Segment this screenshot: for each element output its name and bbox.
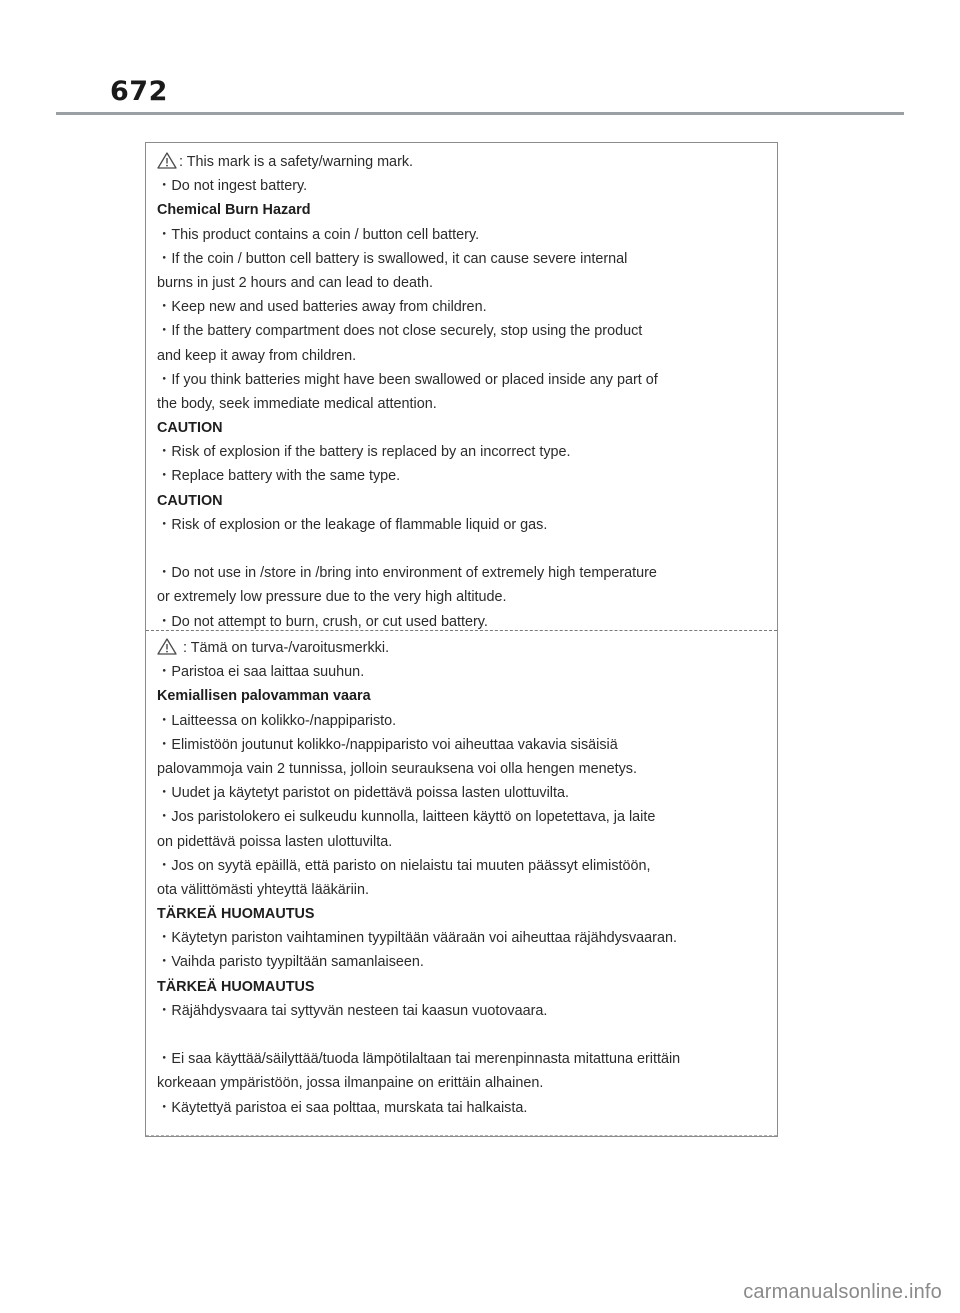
notice-line-text: ・Käytetyn pariston vaihtaminen tyypiltään vääraän voi aiheuttaa räjähdysvaaran.: [157, 930, 677, 947]
notice-line-text: ・Elimistöön joutunut kolikko-/nappiparisto voi aiheuttaa vakavia sisäisiä: [157, 736, 618, 753]
notice-line: [157, 247, 771, 271]
notice-line-text: ・If the battery compartment does not close securely, stop using the product: [157, 323, 643, 340]
notice-line-text: ・Do not ingest battery.: [157, 178, 308, 195]
notice-line-text: TÄRKEÄ HUOMAUTUS: [157, 978, 315, 995]
notice-line: [157, 999, 771, 1023]
notice-line: [157, 223, 771, 247]
notice-line: [157, 464, 771, 488]
notice-line: [157, 513, 771, 537]
notice-line: [157, 733, 771, 757]
notice-line-text: ・If the coin / button cell battery is swallowed, it can cause severe internal: [157, 250, 628, 267]
notice-heading: [157, 902, 771, 926]
notice-line: [157, 926, 771, 950]
notice-line-text: ・Ei saa käyttää/säilyttää/tuoda lämpötilaltaan tai merenpinnasta mitattuna erittäin: [157, 1051, 681, 1068]
notice-line: [157, 1047, 771, 1071]
notice-line: [157, 344, 771, 368]
notice-line: [157, 585, 771, 609]
notice-line: [157, 854, 771, 878]
notice-line: [157, 319, 771, 343]
notice-line-text: ・If you think batteries might have been swallowed or placed inside any part of: [157, 371, 658, 388]
notice-heading: [157, 684, 771, 708]
notice-line-text: on pidettävä poissa lasten ulottuvilta.: [157, 833, 393, 850]
notice-line: [157, 830, 771, 854]
notice-line-text: or extremely low pressure due to the very high altitude.: [157, 589, 507, 606]
notice-line-text: ・Paristoa ei saa laittaa suuhun.: [157, 664, 365, 681]
header-divider: [56, 112, 904, 115]
notice-line: [157, 660, 771, 684]
notice-line-text: ・Laitteessa on kolikko-/nappiparisto.: [157, 712, 397, 729]
notice-line: [157, 440, 771, 464]
site-watermark: carmanualsonline.info: [743, 1281, 942, 1303]
notice-heading: [157, 489, 771, 513]
notice-line-text: burns in just 2 hours and can lead to death.: [157, 274, 434, 291]
notice-line-text: TÄRKEÄ HUOMAUTUS: [157, 906, 315, 923]
notice-line-text: Kemiallisen palovamman vaara: [157, 688, 371, 705]
notice-line-text: ・Käytettyä paristoa ei saa polttaa, murskata tai halkaista.: [157, 1099, 528, 1116]
finnish-notice-section: [146, 630, 777, 1137]
notice-line-text: ・Replace battery with the same type.: [157, 468, 401, 485]
notice-line-text: CAUTION: [157, 420, 223, 437]
blank-line: [157, 537, 771, 561]
notice-bottom-rule: [146, 1135, 777, 1136]
english-notice-lines: [157, 150, 771, 634]
notice-line: [157, 150, 771, 174]
notice-line: [157, 950, 771, 974]
notice-line: [157, 805, 771, 829]
notice-heading: [157, 416, 771, 440]
notice-line-text: : Tämä on turva-/varoitusmerkki.: [179, 640, 390, 656]
notice-line-text: CAUTION: [157, 492, 223, 509]
notice-line: [157, 878, 771, 902]
notice-line: [157, 781, 771, 805]
notice-line-text: ・This product contains a coin / button cell battery.: [157, 226, 480, 243]
notice-line-text: ・Jos paristolokero ei sulkeudu kunnolla, laitteen käyttö on lopetettava, ja laite: [157, 809, 656, 826]
notice-line: [157, 368, 771, 392]
notice-line: [157, 1096, 771, 1120]
notice-line-text: ・Vaihda paristo tyypiltään samanlaiseen.: [157, 954, 424, 971]
notice-line-text: ota välittömästi yhteyttä lääkäriin.: [157, 881, 369, 898]
notice-line: [157, 561, 771, 585]
notice-line-text: ・Keep new and used batteries away from children.: [157, 299, 487, 316]
notice-line-text: ・Risk of explosion or the leakage of flammable liquid or gas.: [157, 516, 548, 533]
notice-line-text: ・Do not use in /store in /bring into environment of extremely high temperature: [157, 565, 657, 582]
notice-line-text: palovammoja vain 2 tunnissa, jolloin seurauksena voi olla hengen menetys.: [157, 760, 637, 777]
notice-line: [157, 1071, 771, 1095]
finnish-notice-lines: [157, 636, 771, 1120]
notice-line-text: korkeaan ympäristöön, jossa ilmanpaine on erittäin alhainen.: [157, 1075, 544, 1092]
notice-line-text: Chemical Burn Hazard: [157, 202, 311, 219]
page-number: 672: [110, 76, 168, 107]
notice-line: [157, 392, 771, 416]
notice-line-text: ・Uudet ja käytetyt paristot on pidettävä poissa lasten ulottuvilta.: [157, 785, 569, 802]
notice-heading: [157, 975, 771, 999]
notice-line: [157, 271, 771, 295]
notice-line: [157, 174, 771, 198]
notice-line: [157, 636, 771, 660]
english-notice-section: [146, 143, 777, 630]
notice-line-text: the body, seek immediate medical attention.: [157, 395, 437, 412]
notice-line: [157, 757, 771, 781]
notice-line: [157, 709, 771, 733]
battery-safety-notice: [145, 142, 778, 1137]
notice-line-text: : This mark is a safety/warning mark.: [179, 154, 414, 170]
notice-heading: [157, 198, 771, 222]
notice-line-text: ・Do not attempt to burn, crush, or cut used battery.: [157, 613, 488, 630]
notice-line-text: ・Räjähdysvaara tai syttyvän nesteen tai kaasun vuotovaara.: [157, 1002, 548, 1019]
notice-line-text: ・Risk of explosion if the battery is replaced by an incorrect type.: [157, 444, 571, 461]
notice-line-text: ・Jos on syytä epäillä, että paristo on nielaistu tai muuten päässyt elimistöön,: [157, 857, 651, 874]
blank-line: [157, 1023, 771, 1047]
notice-line: [157, 295, 771, 319]
notice-line-text: and keep it away from children.: [157, 347, 357, 364]
